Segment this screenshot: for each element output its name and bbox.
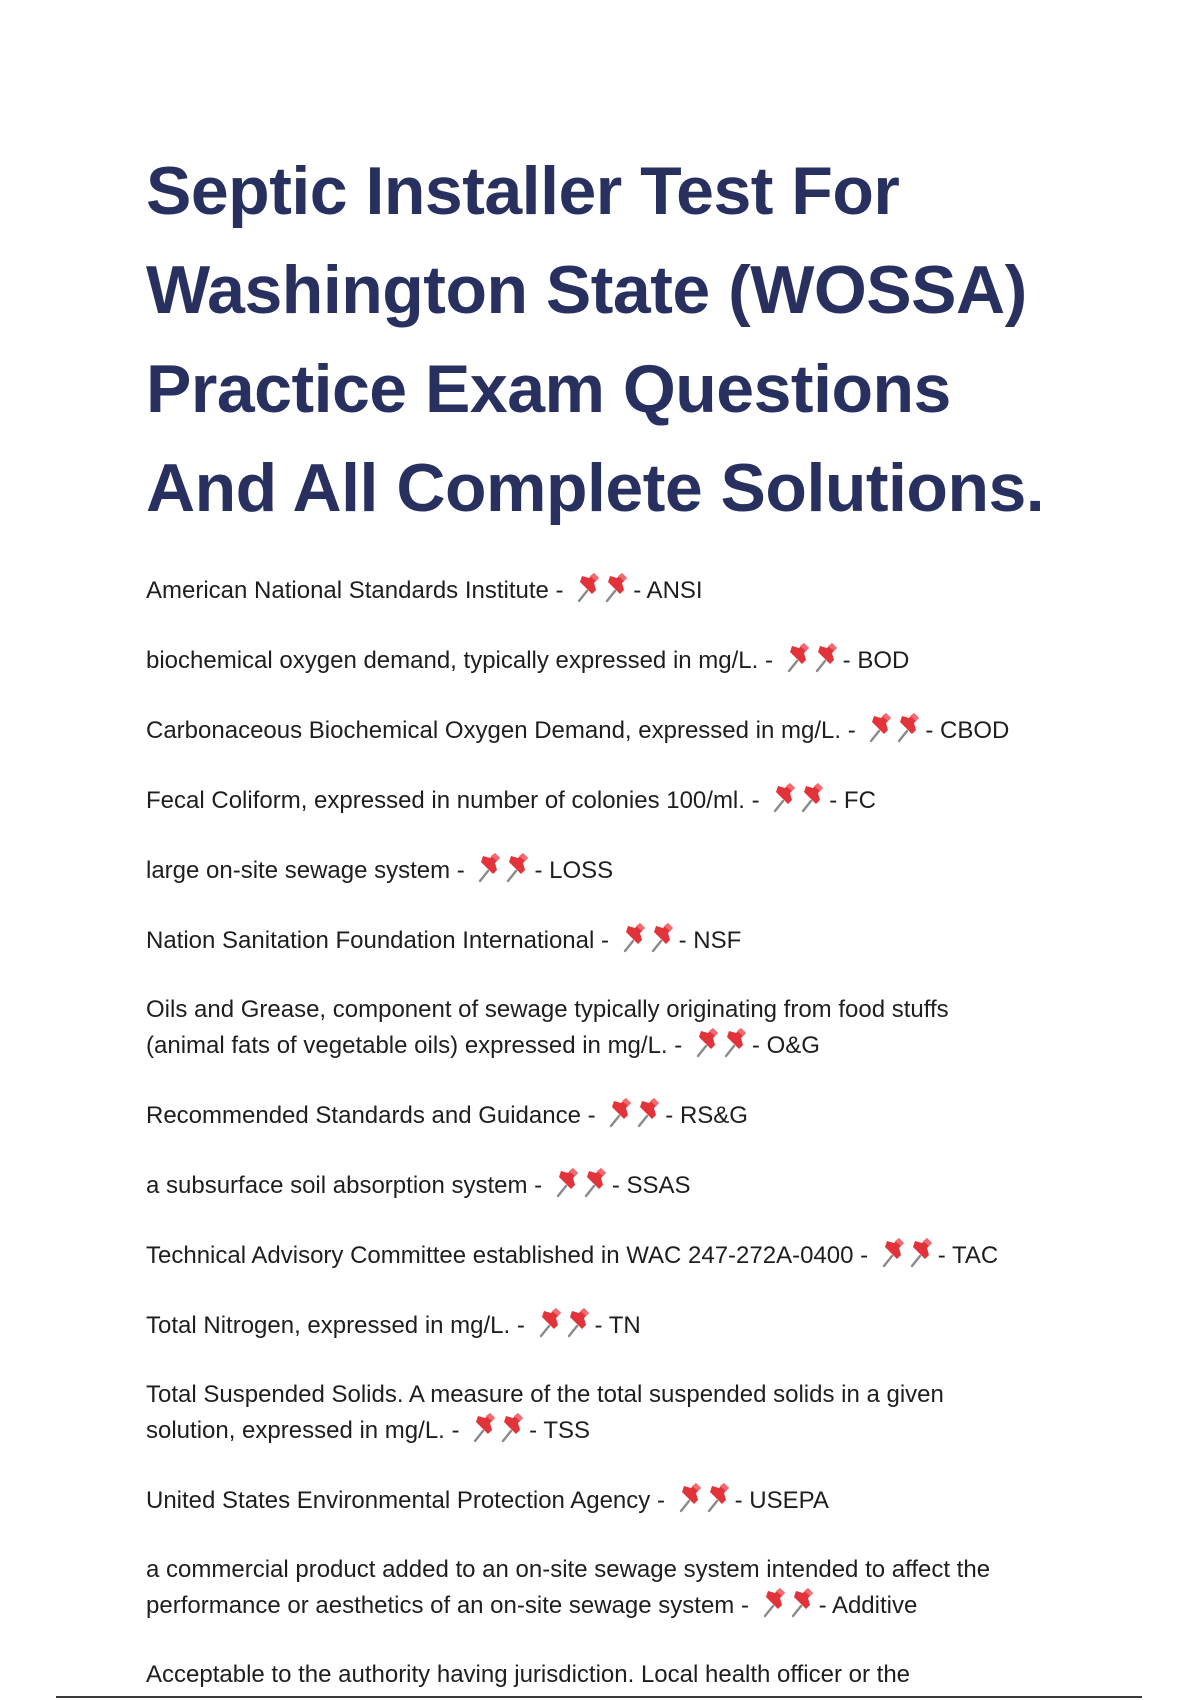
term-answer: - BOD (842, 647, 910, 674)
term-answer: - SSAS (611, 1172, 691, 1199)
pushpin-icon (676, 1482, 706, 1514)
term-answer: - TSS (529, 1417, 591, 1444)
term-answer: - RS&G (665, 1102, 748, 1129)
term-entry (146, 1482, 1146, 1518)
pushpin-icon (798, 782, 828, 814)
term-definition-text: Total Nitrogen, expressed in mg/L. - (146, 1312, 532, 1339)
term-entry (146, 782, 1146, 818)
pushpin-pair (475, 852, 533, 884)
title-line: And All Complete Solutions. (146, 450, 1045, 526)
term-definition-text: Total Suspended Solids. A measure of the total suspended solids in a given (146, 1381, 944, 1408)
pushpin-icon (894, 712, 924, 744)
pushpin-icon (907, 1237, 937, 1269)
term-answer: - NSF (678, 927, 742, 954)
term-entry (146, 922, 1146, 958)
term-entry (146, 1377, 1146, 1448)
term-definition-text: performance or aesthetics of an on-site sewage system - (146, 1592, 756, 1619)
pushpin-icon (693, 1027, 723, 1059)
term-entry (146, 642, 1146, 678)
title-line: Septic Installer Test For (146, 153, 900, 229)
term-entry (146, 852, 1146, 888)
pushpin-icon (564, 1307, 594, 1339)
term-definition-text: Nation Sanitation Foundation International - (146, 927, 616, 954)
pushpin-pair (574, 572, 632, 604)
pushpin-icon (784, 642, 814, 674)
pushpin-icon (581, 1167, 611, 1199)
term-definition-text: Carbonaceous Biochemical Oxygen Demand, expressed in mg/L. - (146, 717, 863, 744)
term-answer: - USEPA (734, 1487, 829, 1514)
pushpin-icon (602, 572, 632, 604)
title-line: Practice Exam Questions (146, 351, 951, 427)
pushpin-pair (536, 1307, 594, 1339)
pushpin-icon (812, 642, 842, 674)
term-definition-text: large on-site sewage system - (146, 857, 472, 884)
pushpin-icon (536, 1307, 566, 1339)
term-answer: - Additive (818, 1592, 918, 1619)
term-definition-text: Acceptable to the authority having jurisdiction. Local health officer or the (146, 1661, 911, 1688)
term-entry (146, 992, 1146, 1063)
term-definition-text: a commercial product added to an on-site sewage system intended to affect the (146, 1556, 991, 1583)
pushpin-icon (470, 1412, 500, 1444)
pushpin-pair (693, 1027, 751, 1059)
term-answer: - TN (594, 1312, 641, 1339)
pushpin-icon (879, 1237, 909, 1269)
pushpin-pair (866, 712, 924, 744)
term-answer: - ANSI (633, 577, 703, 604)
pushpin-icon (574, 572, 604, 604)
term-definition-text: American National Standards Institute - (146, 577, 571, 604)
pushpin-icon (788, 1587, 818, 1619)
term-definition-text: (animal fats of vegetable oils) expressed in mg/L. - (146, 1032, 689, 1059)
term-definition-text: solution, expressed in mg/L. - (146, 1417, 467, 1444)
pushpin-pair (606, 1097, 664, 1129)
pushpin-icon (498, 1412, 528, 1444)
term-answer: - LOSS (534, 857, 614, 884)
pushpin-pair (620, 922, 678, 954)
term-definition-text: United States Environmental Protection Agency - (146, 1487, 672, 1514)
term-answer: - O&G (751, 1032, 820, 1059)
pushpin-pair (470, 1412, 528, 1444)
document-title (146, 142, 1106, 538)
pushpin-icon (866, 712, 896, 744)
pushpin-icon (553, 1167, 583, 1199)
term-entry (146, 712, 1146, 748)
pushpin-pair (770, 782, 828, 814)
term-definition-text: Oils and Grease, component of sewage typically originating from food stuffs (146, 996, 949, 1023)
term-entry (146, 1097, 1146, 1133)
term-entry (146, 572, 1146, 608)
pushpin-icon (721, 1027, 751, 1059)
pushpin-pair (553, 1167, 611, 1199)
term-answer: - FC (829, 787, 876, 814)
term-answer: - TAC (937, 1242, 999, 1269)
term-entry (146, 1657, 1146, 1692)
term-definition-text: a subsurface soil absorption system - (146, 1172, 549, 1199)
pushpin-icon (606, 1097, 636, 1129)
term-list (146, 572, 1146, 1700)
pushpin-pair (676, 1482, 734, 1514)
pushpin-pair (879, 1237, 937, 1269)
pushpin-icon (648, 922, 678, 954)
page-bottom-divider (56, 1696, 1142, 1698)
pushpin-pair (784, 642, 842, 674)
pushpin-icon (620, 922, 650, 954)
term-definition-text: Technical Advisory Committee established in WAC 247-272A-0400 - (146, 1242, 875, 1269)
pushpin-icon (770, 782, 800, 814)
pushpin-icon (704, 1482, 734, 1514)
term-entry (146, 1237, 1146, 1273)
term-answer: - CBOD (925, 717, 1010, 744)
term-entry (146, 1552, 1146, 1623)
pushpin-icon (503, 852, 533, 884)
term-definition-text: Recommended Standards and Guidance - (146, 1102, 603, 1129)
pushpin-icon (760, 1587, 790, 1619)
term-entry (146, 1167, 1146, 1203)
term-entry (146, 1307, 1146, 1343)
term-definition-text: Fecal Coliform, expressed in number of colonies 100/ml. - (146, 787, 767, 814)
pushpin-icon (475, 852, 505, 884)
pushpin-pair (760, 1587, 818, 1619)
term-definition-text: biochemical oxygen demand, typically expressed in mg/L. - (146, 647, 780, 674)
title-line: Washington State (WOSSA) (146, 252, 1027, 328)
pushpin-icon (634, 1097, 664, 1129)
